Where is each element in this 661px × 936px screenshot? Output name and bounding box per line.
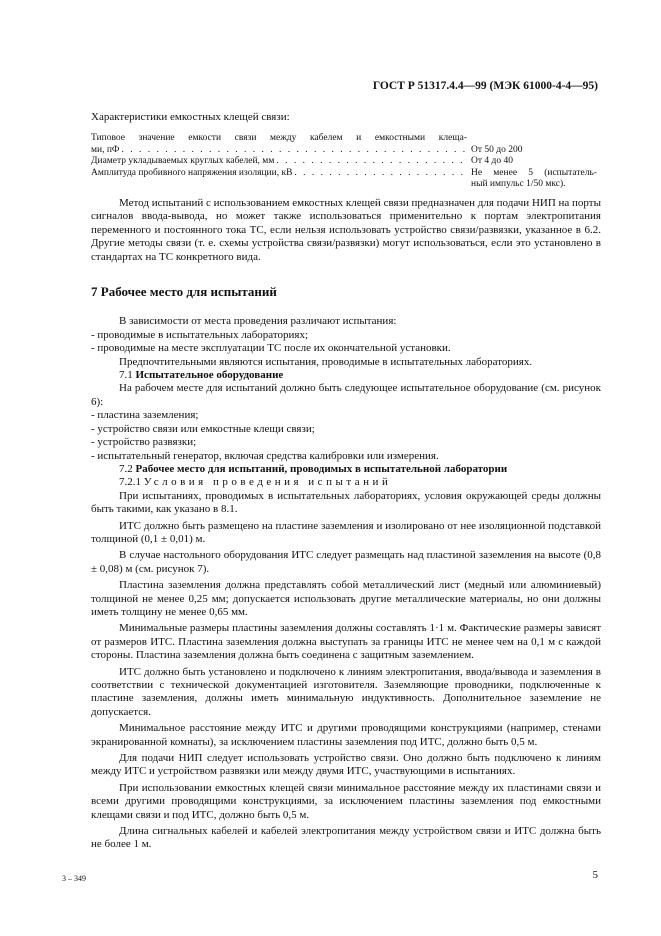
leader-dots	[292, 168, 467, 180]
subsection-number: 7.2	[119, 462, 133, 475]
paragraph: Для подачи НИП следует использовать устройство связи. Оно должно быть подключено к линиям между ИТС и устройством развязки или между двумя ИТС, участвующими в испытаниях.	[91, 752, 601, 778]
subsection-number: 7.2.1	[119, 476, 141, 489]
paragraph: Длина сигнальных кабелей и кабелей электропитания между устройством связи и ИТС должна быть не более 1 м.	[91, 825, 601, 851]
spec-label: Диаметр укладываемых круглых кабелей, мм	[91, 156, 275, 166]
spec-row-diameter	[91, 156, 601, 168]
paragraph: На рабочем месте для испытаний должно быть следующее испытательное оборудование (см. рисунок 6):	[91, 382, 601, 408]
subsection-title: Испытательное оборудование	[135, 369, 284, 382]
list-item: - устройство развязки;	[91, 436, 197, 449]
paragraph: В случае настольного оборудования ИТС следует размещать над пластиной заземления на высоте (0,8 ± 0,08) м (см. рисунок 7).	[91, 549, 601, 575]
leader-dots	[274, 156, 467, 168]
coupling-clamp-specs	[91, 111, 601, 191]
list-item: - пластина заземления;	[91, 409, 199, 422]
subsection-7-1-heading	[91, 369, 601, 382]
list-item: - устройство связи или емкостные клещи связи;	[91, 422, 315, 435]
spec-label: Амплитуда пробивного напряжения изоляции, кВ	[91, 167, 293, 178]
intro-paragraph: Метод испытаний с использованием емкостных клещей связи предназначен для подачи НИП на порты сигналов ввода-вывода, но может также использоваться применительно к портам электропитания переменного и постоянного тока ТС, если нельзя использовать устройство связи/развязки, указанное в 6.2. Другие методы связи (т. е. схемы устройства связи/развязки) могут использоваться, если это установлено в стандартах на ТС конкретного вида.	[91, 197, 601, 263]
section-7-title: 7 Рабочее место для испытаний	[91, 284, 277, 300]
spec-label: ми, пФ	[91, 144, 120, 155]
page-number: 5	[592, 869, 598, 881]
spec-value: От 50 до 200	[471, 144, 523, 155]
spec-label-head: Типовое значение емкости связи между кабелем и емкостными клеща-	[91, 133, 467, 143]
specs-title: Характеристики емкостных клещей связи:	[91, 111, 290, 123]
paragraph: Минимальные размеры пластины заземления должны составлять 1·1 м. Фактические размеры зависят от размеров ИТС. Пластина заземления должна выступать за границы ИТС не менее чем на 0,1 м с каждой стороны. Пластина заземления должна быть соединена с защитным заземлением.	[91, 622, 601, 662]
paragraph: При использовании емкостных клещей связи минимальное расстояние между их пластинами связи и всеми другими проводящими конструкциями, за исключением пластины заземления под емкостными клещами связи и под ИТС, должно быть 0,5 м.	[91, 781, 601, 821]
subsection-title: Рабочее место для испытаний, проводимых в испытательной лаборатории	[135, 462, 508, 475]
list-item: - испытательный генератор, включая средства калибровки или измерения.	[91, 449, 439, 462]
main-text	[91, 197, 601, 852]
spec-value: От 4 до 40	[471, 156, 513, 166]
paragraph: ИТС должно быть установлено и подключено к линиям электропитания, ввода/вывода и заземления в соответствии с технической документацией изготовителя. Заземляющие проводники, подключенные к пластине заземления, должны иметь минимальную индуктивность. Дополнительное заземление не допускается.	[91, 665, 601, 718]
spec-value: Не менее 5 (испытатель-	[471, 167, 597, 178]
paragraph: При испытаниях, проводимых в испытательных лабораториях, условия окружающей среды должны быть такими, как указано в 8.1.	[91, 489, 601, 516]
paragraph: ИТС должно быть размещено на пластине заземления и изолировано от нее изоляционной подставкой толщиной (0,1 ± 0,01) м.	[91, 519, 601, 545]
spec-row-capacitance	[91, 133, 601, 156]
leader-dots	[119, 145, 467, 157]
list-item: - проводимые на месте эксплуатации ТС после их окончательной установки.	[91, 342, 451, 355]
paragraph: Предпочтительными являются испытания, проводимые в испытательных лабораториях.	[119, 355, 533, 368]
print-code: 3 – 349	[62, 874, 86, 883]
spec-value-cont: ный импульс 1/50 мкс).	[471, 179, 566, 189]
standard-header: ГОСТ Р 51317.4.4—99 (МЭК 61000-4-4—95)	[372, 80, 598, 92]
paragraph: Минимальное расстояние между ИТС и другими проводящими конструкциями (например, стенами экранированной комнаты), за исключением пластины заземления под ИТС, должно быть 0,5 м.	[91, 722, 601, 748]
paragraph: Пластина заземления должна представлять собой металлический лист (медный или алюминиевый) толщиной не менее 0,25 мм; допускается использовать другие металлические материалы, но они должны иметь толщину не менее 0,65 мм.	[91, 579, 601, 618]
list-item: - проводимые в испытательных лабораториях;	[91, 328, 309, 341]
subsection-7-2-heading	[91, 463, 601, 476]
subsection-title: Условия проведения испытаний	[143, 476, 392, 489]
spec-row-breakdown-voltage	[91, 168, 601, 191]
subsection-number: 7.1	[119, 369, 133, 382]
paragraph: В зависимости от места проведения различают испытания:	[119, 315, 397, 328]
subsection-7-2-1-heading	[91, 476, 601, 489]
